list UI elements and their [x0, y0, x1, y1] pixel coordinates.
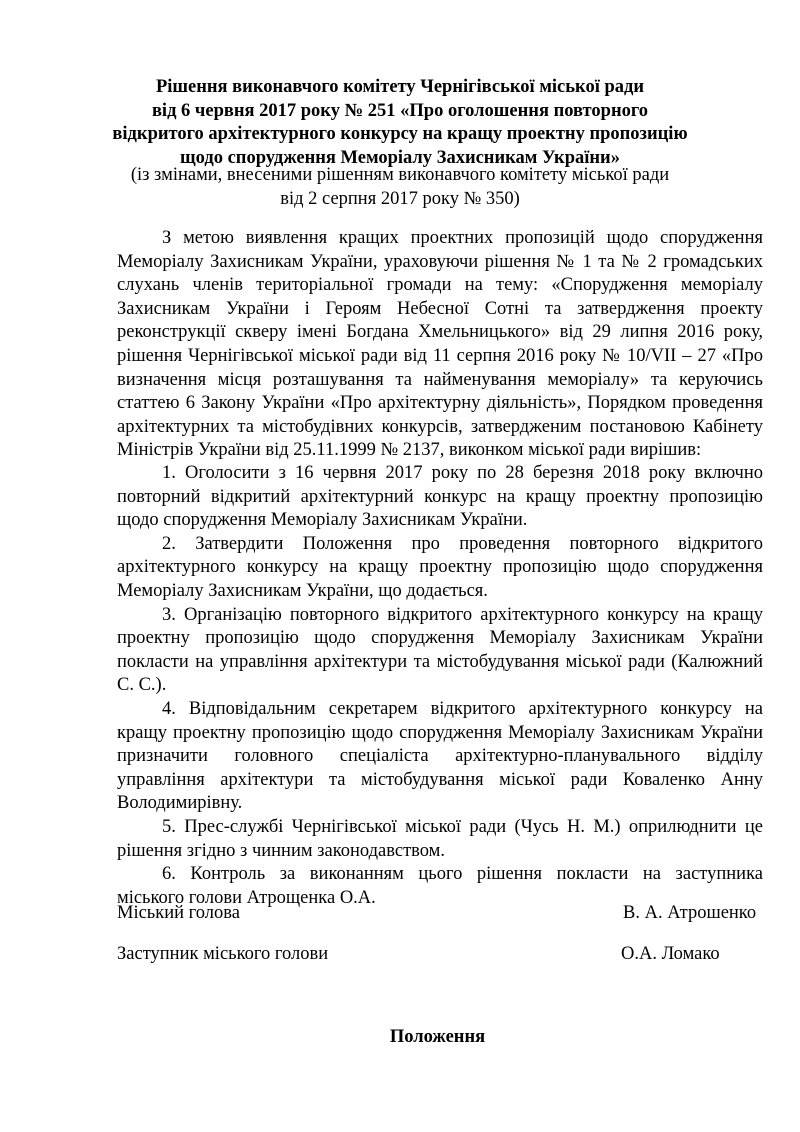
preamble-paragraph [117, 227, 763, 463]
document-title [80, 76, 720, 170]
item-4-line: Володимирівну. [117, 793, 243, 814]
text-line: Захисникам України і Героям Небесної Сотні та затвердження проекту [117, 298, 763, 319]
signature-name: В. А. Атрошенко [623, 903, 757, 923]
text-line: рішення Чернігівської міської ради від 11 серпня 2016 року № 10/VII – 27 «Про [117, 345, 763, 366]
text-line: Міністрів України від 25.11.1999 № 2137, виконком міської ради вирішив: [117, 440, 702, 461]
text-line: архітектурних та містобудівних конкурсів, затвердженим постановою Кабінету [117, 416, 763, 437]
item-3-line: 3. Організацію повторного відкритого архітектурного конкурсу на кращу [162, 604, 763, 625]
text-line: реконструкції скверу імені Богдана Хмельницького» від 29 липня 2016 року, [117, 322, 763, 343]
signature-position: Заступник міського голови [117, 944, 329, 964]
subtitle-line: від 2 серпня 2017 року № 350) [280, 188, 520, 209]
item-1-line: щодо спорудження Меморіалу Захисникам України. [117, 510, 528, 531]
item-4-line: призначити головного спеціаліста архітектурно-планувального відділу [117, 746, 763, 767]
title-line: щодо спорудження Меморіалу Захисникам України» [180, 147, 620, 168]
item-5-line: рішення згідно з чинним законодавством. [117, 840, 445, 861]
item-2-line: архітектурного конкурсу на кращу проектну пропозицію щодо спорудження [117, 557, 763, 578]
text-line: статтею 6 Закону України «Про архітектурну діяльність», Порядком проведення [117, 393, 763, 414]
item-6-line: 6. Контроль за виконанням цього рішення покласти на заступника [162, 864, 763, 885]
item-5-line: 5. Прес-службі Чернігівської міської ради (Чусь Н. М.) оприлюднити це [162, 816, 763, 837]
item-1-line: повторний відкритий архітектурний конкурс на кращу проектну пропозицію [117, 486, 763, 507]
title-line: Рішення виконавчого комітету Чернігівської міської ради [155, 77, 645, 97]
item-6-line: міського голови Атрощенка О.А. [117, 887, 376, 908]
signature-position: Міський голова [117, 903, 240, 923]
item-3-line: проектну пропозицію щодо спорудження Меморіалу Захисникам України [117, 628, 763, 649]
text-line: слухань членів територіальної громади на тему: «Спорудження меморіалу [117, 275, 763, 296]
item-3-line: покласти на управління архітектури та містобудування міської ради (Калюжний [117, 651, 763, 672]
text-line: визначення місця розташування та найменування меморіалу» та керуючись [117, 369, 763, 390]
item-4-line: кращу проектну пропозицію щодо спорудження Меморіалу Захисникам України [117, 722, 763, 743]
signature-name: О.А. Ломако [621, 944, 720, 964]
title-line: від 6 червня 2017 року № 251 «Про оголошення повторного [151, 100, 649, 121]
item-2-line: 2. Затвердити Положення про проведення повторного відкритого [162, 533, 763, 554]
document-subtitle [80, 164, 720, 211]
decision-items [117, 462, 763, 910]
item-4-line: управління архітектури та містобудування міської ради Коваленко Анну [117, 769, 763, 790]
item-1-line: 1. Оголосити з 16 червня 2017 року по 28 березня 2018 року включно [162, 463, 763, 483]
text-line: З метою виявлення кращих проектних пропозицій щодо спорудження [162, 228, 763, 248]
text-line: Меморіалу Захисникам України, ураховуючи рішення № 1 та № 2 громадських [117, 251, 763, 272]
title-line: відкритого архітектурного конкурсу на кращу проектну пропозицію [112, 124, 688, 144]
item-4-line: 4. Відповідальним секретарем відкритого архітектурного конкурсу на [162, 698, 763, 719]
subtitle-line: (із змінами, внесеними рішенням виконавчого комітету міської ради [130, 165, 670, 185]
item-3-line: С. С.). [117, 675, 167, 696]
annex-heading: Положення [389, 1027, 486, 1047]
item-2-line: Меморіалу Захисникам України, що додається. [117, 580, 488, 601]
